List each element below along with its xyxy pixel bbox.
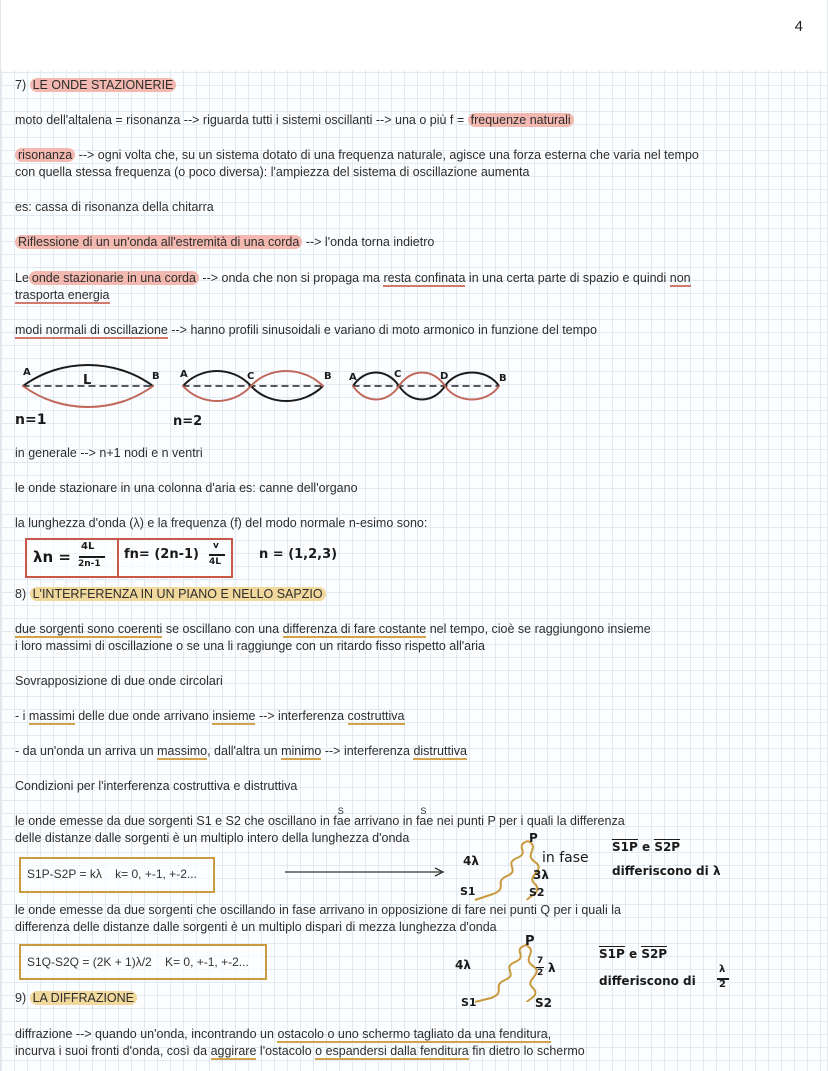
correction-mark: S — [337, 806, 344, 816]
paragraph: le onde stazionare in una colonna d'aria es: canne dell'organo — [15, 481, 358, 495]
paragraph-continued: incurva i suoi fronti d'onda, così da aggirare l'ostacolo o espandersi dalla fenditura fin dietro lo schermo — [15, 1044, 585, 1058]
paragraph: le onde emesse da due sorgenti S1 e S2 che oscillano in fa S e arrivano in fa S e nei punti P per i quali la differenza — [15, 813, 625, 830]
point-p-label: P — [529, 831, 538, 845]
lambda-symbol: λ — [548, 961, 556, 975]
freq-denominator: 4L — [209, 557, 221, 567]
label-c: C — [247, 371, 255, 382]
freq-formula-lhs: fn= (2n-1) — [124, 547, 199, 562]
label-b: B — [152, 371, 160, 382]
formula-divider — [117, 540, 119, 576]
page-header — [1, 0, 827, 70]
paragraph: es: cassa di risonanza della chitarra — [15, 200, 214, 214]
source-s1-label: S1 — [461, 996, 477, 1009]
in-phase-label: in fase — [542, 850, 589, 866]
fraction-denominator: 2 — [537, 968, 544, 978]
label-b: B — [324, 371, 332, 382]
section-9-title: LA DIFFRAZIONE — [30, 991, 137, 1005]
section-9-heading: 9) LA DIFFRAZIONE — [15, 990, 137, 1007]
paragraph-continued: con quella stessa frequenza (o poco diversa): l'ampiezza del sistema di oscillazione aumenta — [15, 165, 530, 179]
paragraph-continued: trasporta energia — [15, 288, 110, 302]
constructive-condition: S1P-S2P = kλ k= 0, +-1, +-2... — [27, 867, 197, 881]
lambda-formula-lhs: λn = — [33, 548, 71, 566]
paragraph: modi normali di oscillazione --> hanno profili sinusoidali e variano di moto armonico in funzione del tempo — [15, 323, 597, 337]
paragraph-continued: delle distanze dalle sorgenti è un multiplo intero della lunghezza d'onda — [15, 831, 410, 845]
standing-waves-diagram — [1, 360, 828, 440]
paragraph: - i massimi delle due onde arrivano insieme --> interferenza costruttiva — [15, 709, 405, 723]
freq-numerator: v — [213, 541, 219, 551]
paragraph: moto dell'altalena = risonanza --> riguarda tutti i sistemi oscillanti --> una o più f = frequenze naturali — [15, 112, 574, 129]
mode-n2-label: n=2 — [173, 414, 203, 429]
paragraph-continued: i loro massimi di oscillazione o se una li raggiunge con un ritardo fisso rispetto all'aria — [15, 639, 485, 653]
paragraph: la lunghezza d'onda (λ) e la frequenza (f) del modo normale n-esimo sono: — [15, 516, 428, 530]
label-a: A — [349, 372, 357, 383]
destructive-condition: S1Q-S2Q = (2K + 1)λ/2 K= 0, +-1, +-2... — [27, 955, 249, 969]
segment-label: S1P e S2P — [599, 947, 668, 961]
source-s2-label: S2 — [529, 886, 545, 899]
difference-note: differiscono di — [599, 974, 696, 988]
correction-mark: S — [420, 806, 427, 816]
label-a: A — [180, 369, 188, 380]
source-s2-label: S2 — [535, 996, 552, 1010]
label-b: B — [499, 373, 507, 384]
section-7-heading: 7) LE ONDE STAZIONERIE — [15, 77, 176, 94]
lambda-numerator: 4L — [81, 541, 95, 552]
label-c: C — [394, 369, 402, 380]
fraction-numerator: λ — [719, 964, 726, 975]
label-d: D — [440, 371, 449, 382]
n-values: n = (1,2,3) — [259, 547, 338, 562]
path-length-right: 3λ — [533, 868, 549, 882]
page-number: 4 — [794, 18, 803, 35]
paragraph: Riflessione di un un'onda all'estremità di una corda --> l'onda torna indietro — [15, 234, 434, 251]
fraction-denominator: 2 — [719, 979, 726, 990]
paragraph: diffrazione --> quando un'onda, incontrando un ostacolo o uno schermo tagliato da una fenditura, — [15, 1027, 552, 1041]
source-s1-label: S1 — [460, 885, 476, 898]
mode-n1-label: n=1 — [15, 412, 47, 428]
fraction-bar — [209, 554, 225, 556]
paragraph: risonanza --> ogni volta che, su un sistema dotato di una frequenza naturale, agisce una forza esterna che varia nel tempo — [15, 147, 699, 164]
section-8-heading: 8) L'INTERFERENZA IN UN PIANO E NELLO SAPZIO — [15, 586, 326, 603]
difference-note: differiscono di λ — [612, 864, 721, 878]
paragraph-continued: differenza delle distanze dalle sorgenti è un multiplo dispari di mezza lunghezza d'onda — [15, 920, 497, 934]
paragraph: due sorgenti sono coerenti se oscillano con una differenza di fare costante nel tempo, cioè se raggiungono insieme — [15, 622, 651, 636]
path-length-left: 4λ — [455, 958, 471, 972]
paragraph: le onde emesse da due sorgenti che oscillando in fase arrivano in opposizione di fare nei punti Q per i quali la — [15, 903, 621, 917]
paragraph: in generale --> n+1 nodi e n ventri — [15, 446, 203, 460]
point-p-label: P — [525, 934, 535, 949]
paragraph: Le onde stazionarie in una corda --> onda che non si propaga ma resta confinata in una certa parte di spazio e quindi non — [15, 271, 691, 285]
label-l: L — [83, 373, 92, 388]
fraction-bar — [79, 556, 105, 558]
paragraph: Sovrapposizione di due onde circolari — [15, 674, 223, 688]
fraction-numerator: 7 — [537, 956, 544, 966]
arrow-icon — [285, 866, 485, 878]
section-7-title: LE ONDE STAZIONERIE — [30, 78, 177, 92]
lambda-denominator: 2n-1 — [78, 559, 101, 569]
section-8-title: L'INTERFERENZA IN UN PIANO E NELLO SAPZIO — [30, 587, 326, 601]
paragraph: Condizioni per l'interferenza costruttiva e distruttiva — [15, 779, 298, 793]
segment-label: S1P e S2P — [612, 840, 681, 854]
label-a: A — [23, 367, 31, 378]
paragraph: - da un'onda un arriva un massimo, dall'altra un minimo --> interferenza distruttiva — [15, 744, 467, 758]
path-length-left: 4λ — [463, 854, 479, 868]
